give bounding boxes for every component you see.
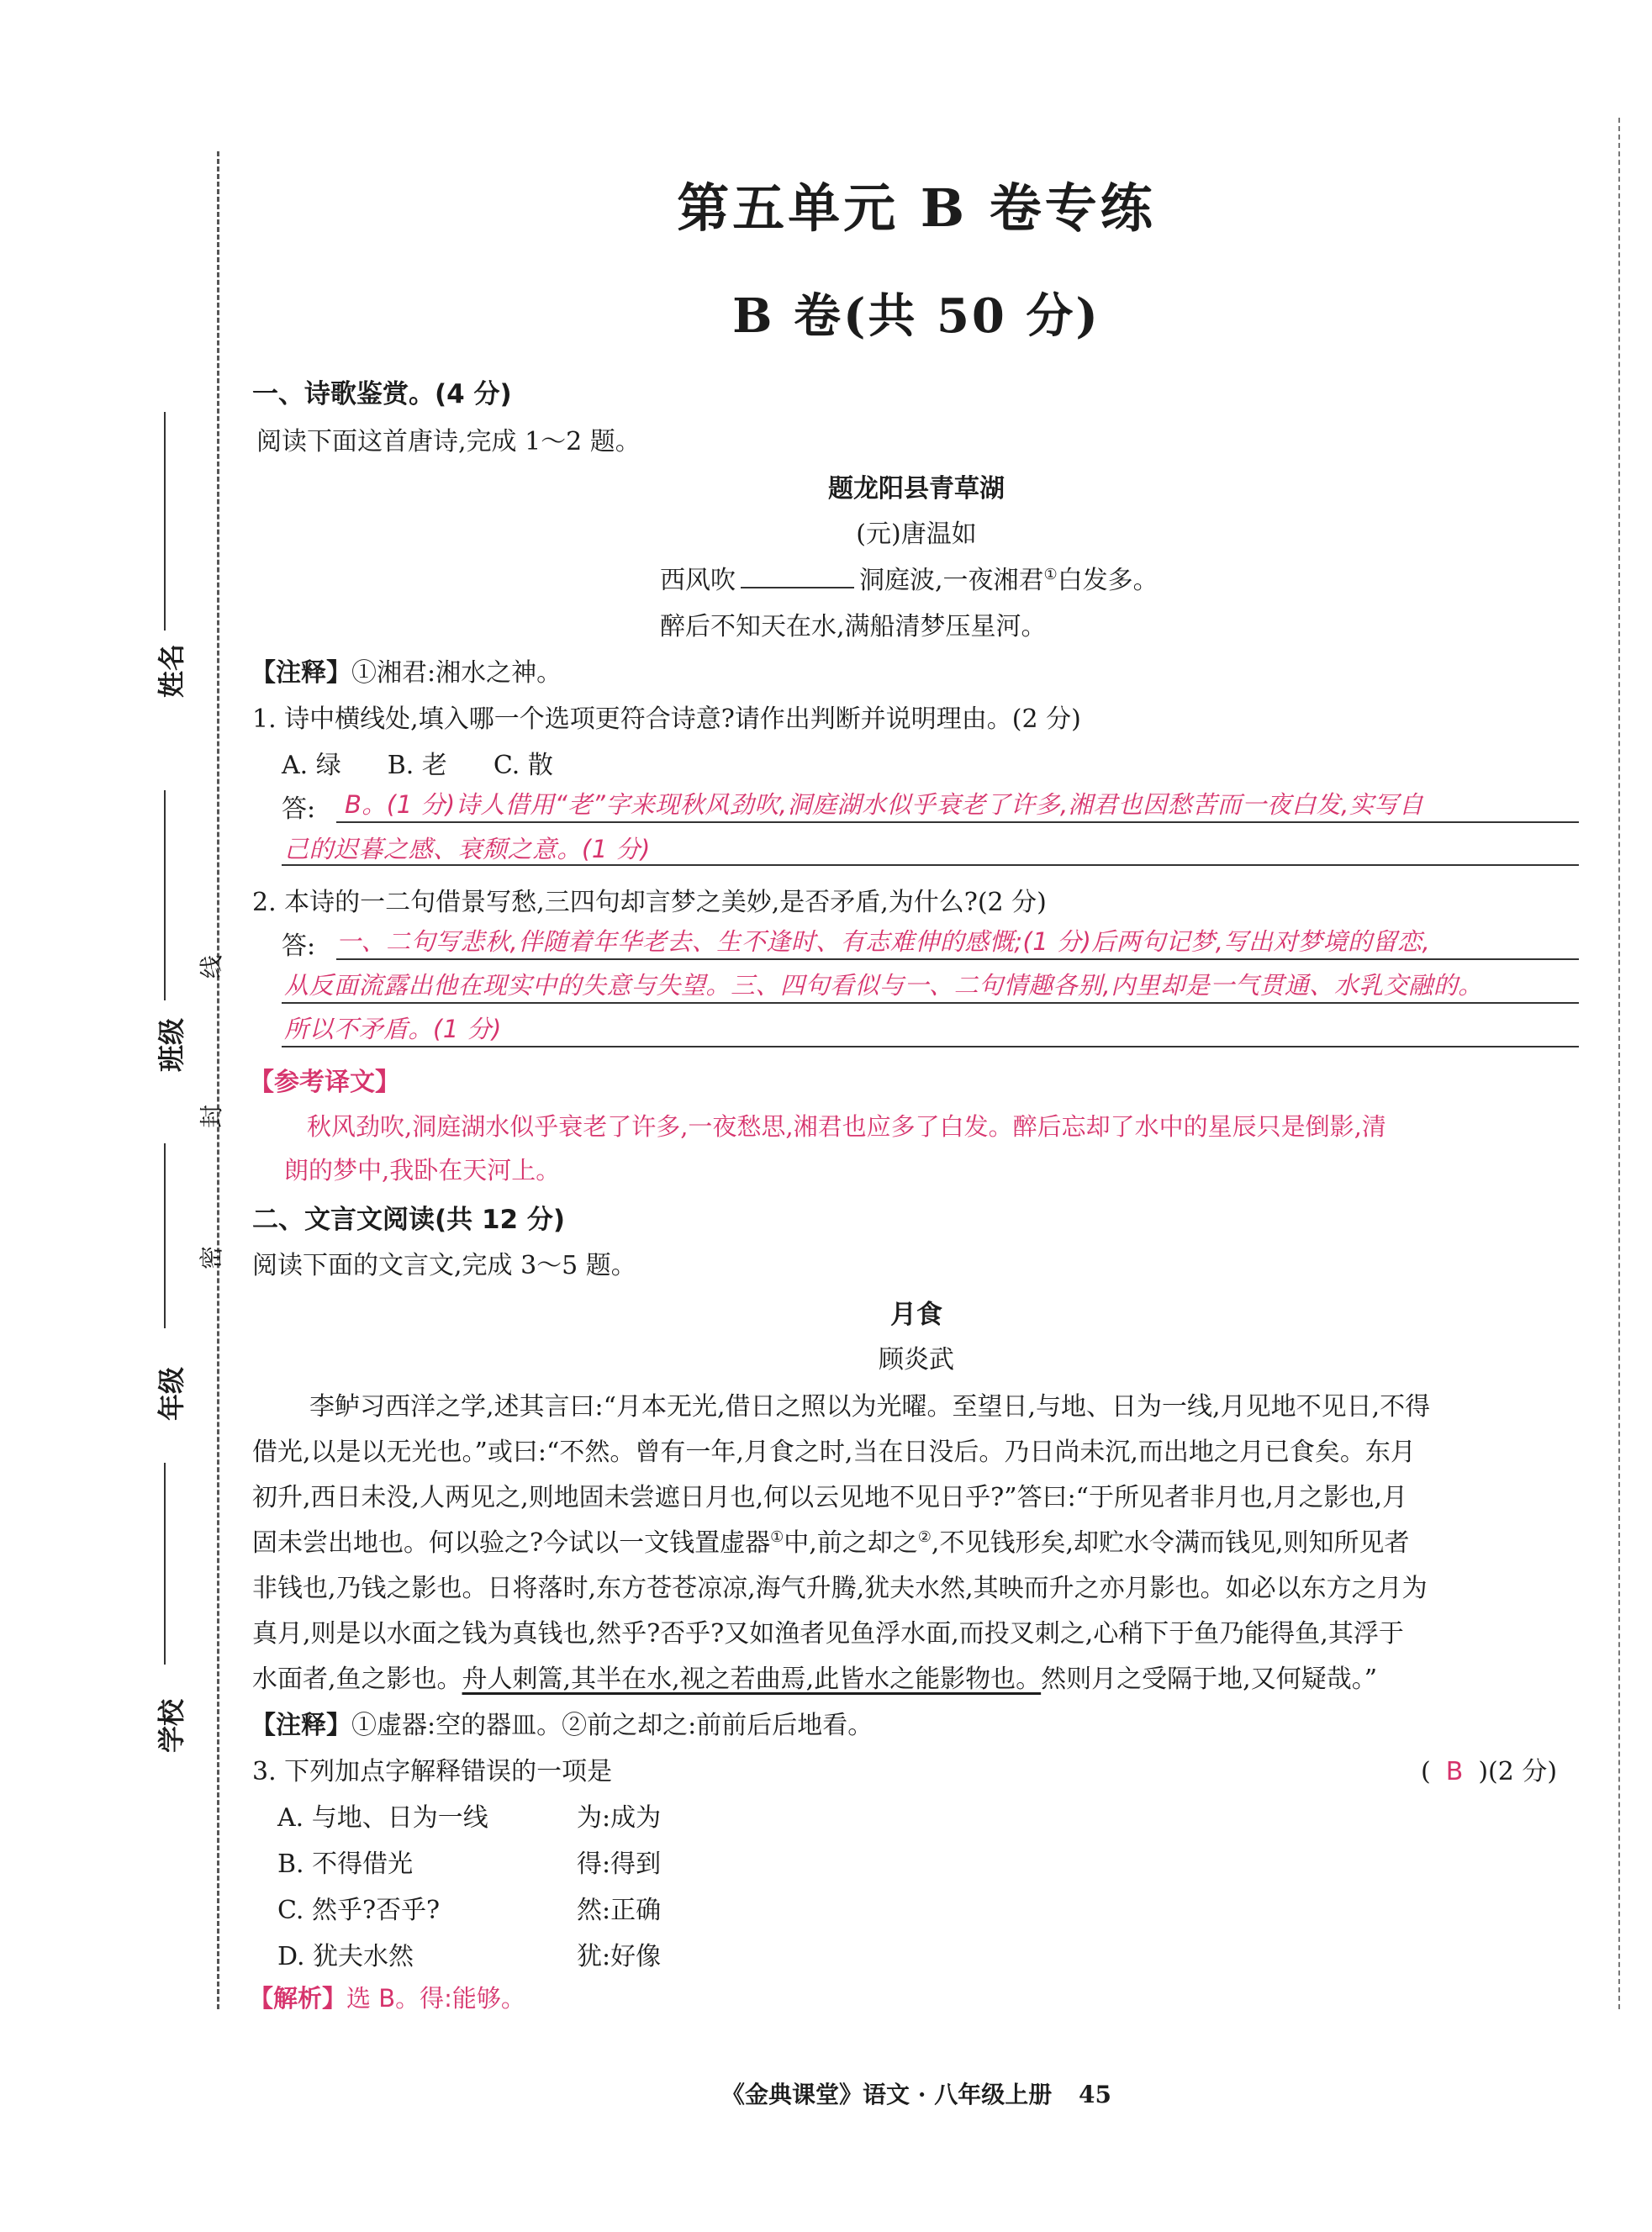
passage-line-5: 非钱也,乃钱之影也。日将落时,东方苍苍凉凉,海气升腾,犹夫水然,其映而升之亦月影也。如必以东方之月为	[252, 1574, 1428, 1603]
section2-heading: 二、文言文阅读(共 12 分)	[252, 1205, 566, 1235]
passage-line-7	[252, 1658, 1377, 1695]
passage-line4-a: 固未尝出地也。何以验之?今试以一文钱置虚器	[252, 1528, 771, 1558]
passage-line-3: 初升,西日未没,人两见之,则地固未尝遮日月也,何以云见地不见日乎?”答曰:“于所见者非月也,月之影也,月	[252, 1483, 1408, 1512]
q2-answer-label: 答:	[282, 931, 316, 961]
q3-option-c: C. 然乎?否乎?	[277, 1896, 441, 1925]
section2-intro: 阅读下面的文言文,完成 3～5 题。	[252, 1251, 636, 1280]
footer-page-number: 45	[1079, 2081, 1111, 2108]
poem-line-2: 醉后不知天在水,满船清梦压星河。	[660, 612, 1047, 641]
poem-author: (元)唐温如	[856, 520, 977, 549]
passage-line7-c: 然则月之受隔于地,又何疑哉。”	[1041, 1665, 1378, 1694]
note-2-label: 【注释】	[251, 1711, 351, 1740]
q2-answer-rule1	[336, 958, 1579, 960]
page-title: 第五单元 B 卷专练	[677, 177, 1156, 239]
q3-answer-close: )(2 分)	[1478, 1757, 1558, 1786]
q2-answer-rule3	[282, 1046, 1579, 1047]
grade-label: 年级	[156, 1366, 188, 1422]
q2-answer-line3: 所以不矛盾。(1 分)	[284, 1015, 502, 1043]
text-author: 顾炎武	[879, 1345, 954, 1375]
q3-option-b: B. 不得借光	[277, 1849, 414, 1879]
q3-analysis-label: 【解析】	[249, 1984, 347, 2013]
school-label: 学校	[156, 1698, 188, 1754]
q3-option-b-gloss: 得:得到	[577, 1849, 662, 1879]
poem-line1-b: 洞庭波,一夜湘君	[859, 566, 1044, 595]
q2-answer-line1: 一、二句写悲秋,伴随着年华老去、生不逢时、有志难伸的感慨;(1 分)后两句记梦,写出对梦境的留恋,	[336, 927, 1431, 956]
q3-analysis-text: 选 B。得:能够。	[346, 1984, 525, 2013]
seal-feng-char: 封	[198, 1104, 226, 1129]
q3-answer-open: (	[1421, 1757, 1431, 1786]
q1-answer-line2: 己的迟暮之感、衰颓之意。(1 分)	[284, 835, 651, 863]
seal-mi-char: 密	[198, 1245, 226, 1270]
text-title: 月食	[890, 1300, 942, 1330]
passage-line4-c: ,不见钱形矣,却贮水令满而钱见,则知所见者	[931, 1528, 1410, 1558]
q1-option-b: B. 老	[387, 751, 447, 780]
section1-heading: 一、诗歌鉴赏。(4 分)	[252, 379, 512, 409]
note-1-text: ①湘君:湘水之神。	[351, 658, 562, 688]
passage-line-2: 借光,以是以无光也。”或曰:“不然。曾有一年,月食之时,当在日没后。乃日尚未沉,而出地之月已食矣。东月	[252, 1438, 1416, 1467]
passage-line-4	[252, 1522, 1410, 1559]
question-2: 2. 本诗的一二句借景写愁,三四句却言梦之美妙,是否矛盾,为什么?(2 分)	[252, 888, 1047, 917]
reference-translation-line1: 秋风劲吹,洞庭湖水似乎衰老了许多,一夜愁思,湘君也应多了白发。醉后忘却了水中的星辰只是倒影,清	[307, 1112, 1386, 1141]
passage-line-6: 真月,则是以水面之钱为真钱也,然乎?否乎?又如渔者见鱼浮水面,而投叉刺之,心稍下于鱼乃能得鱼,其浮于	[252, 1619, 1404, 1649]
q3-answer-mark: B	[1445, 1757, 1464, 1786]
passage-line7-a: 水面者,鱼之影也。	[252, 1665, 462, 1694]
seal-line-char: 线	[198, 954, 226, 979]
school-field-line	[164, 1463, 166, 1665]
page-subtitle: B 卷(共 50 分)	[732, 288, 1100, 344]
q1-answer-rule2	[282, 864, 1579, 866]
passage-line-1: 李鲈习西洋之学,述其言曰:“月本无光,借日之照以为光曜。至望日,与地、日为一线,月见地不见日,不得	[309, 1392, 1431, 1422]
q3-option-d: D. 犹夫水然	[277, 1942, 414, 1971]
name-label: 姓名	[156, 643, 188, 699]
binding-dashed-line	[217, 151, 219, 2009]
class-label: 班级	[156, 1017, 188, 1073]
q1-answer-label: 答:	[282, 794, 316, 824]
section1-intro: 阅读下面这首唐诗,完成 1～2 题。	[256, 427, 641, 456]
footer-book: 《金典课堂》语文 · 八年级上册	[721, 2081, 1053, 2108]
q3-answer-area	[1421, 1750, 1557, 1787]
reference-translation-label: 【参考译文】	[249, 1068, 400, 1097]
note-1	[251, 652, 562, 689]
question-1: 1. 诗中横线处,填入哪一个选项更符合诗意?请作出判断并说明理由。(2 分)	[252, 704, 1081, 734]
q1-answer-line1: B。(1 分)诗人借用“老”字来现秋风劲吹,洞庭湖水似乎衰老了许多,湘君也因愁苦而一夜白发,实写自	[345, 790, 1424, 819]
q2-answer-line2: 从反面流露出他在现实中的失意与失望。三、四句看似与一、二句情趣各别,内里却是一气贯通、水乳交融的。	[284, 971, 1483, 1000]
q3-option-a: A. 与地、日为一线	[277, 1803, 488, 1833]
poem-title: 题龙阳县青草湖	[828, 474, 1005, 504]
footer	[0, 2076, 1652, 2110]
q3-option-d-gloss: 犹:好像	[577, 1942, 662, 1971]
note-2	[251, 1704, 873, 1741]
note-2-text: ①虚器:空的器皿。②前之却之:前前后后地看。	[351, 1711, 874, 1740]
q3-option-c-gloss: 然:正确	[577, 1896, 662, 1925]
right-dashed-line	[1618, 118, 1620, 2009]
question-3: 3. 下列加点字解释错误的一项是	[252, 1757, 613, 1786]
q1-options	[282, 744, 553, 781]
poem-footnote-mark: ①	[1043, 566, 1058, 583]
q3-analysis	[249, 1980, 525, 2014]
q2-answer-rule2	[282, 1002, 1579, 1004]
q3-option-a-gloss: 为:成为	[577, 1803, 662, 1833]
reference-translation-line2: 朗的梦中,我卧在天河上。	[284, 1156, 561, 1185]
note-1-label: 【注释】	[251, 658, 351, 688]
poem-line-1	[660, 559, 1159, 596]
passage-line4-b: 中,前之却之	[784, 1528, 918, 1558]
passage-footnote-2: ②	[917, 1528, 932, 1546]
class-field-line	[164, 790, 166, 1000]
poem-blank	[741, 565, 854, 588]
poem-line1-c: 白发多。	[1057, 566, 1159, 595]
poem-line1-a: 西风吹	[660, 566, 736, 595]
q1-answer-rule1	[336, 821, 1579, 823]
q1-option-c: C. 散	[493, 751, 553, 780]
passage-footnote-1: ①	[770, 1528, 784, 1546]
q1-option-a: A. 绿	[282, 751, 341, 780]
passage-line7-underlined: 舟人刺篙,其半在水,视之若曲焉,此皆水之能影物也。	[462, 1665, 1042, 1694]
